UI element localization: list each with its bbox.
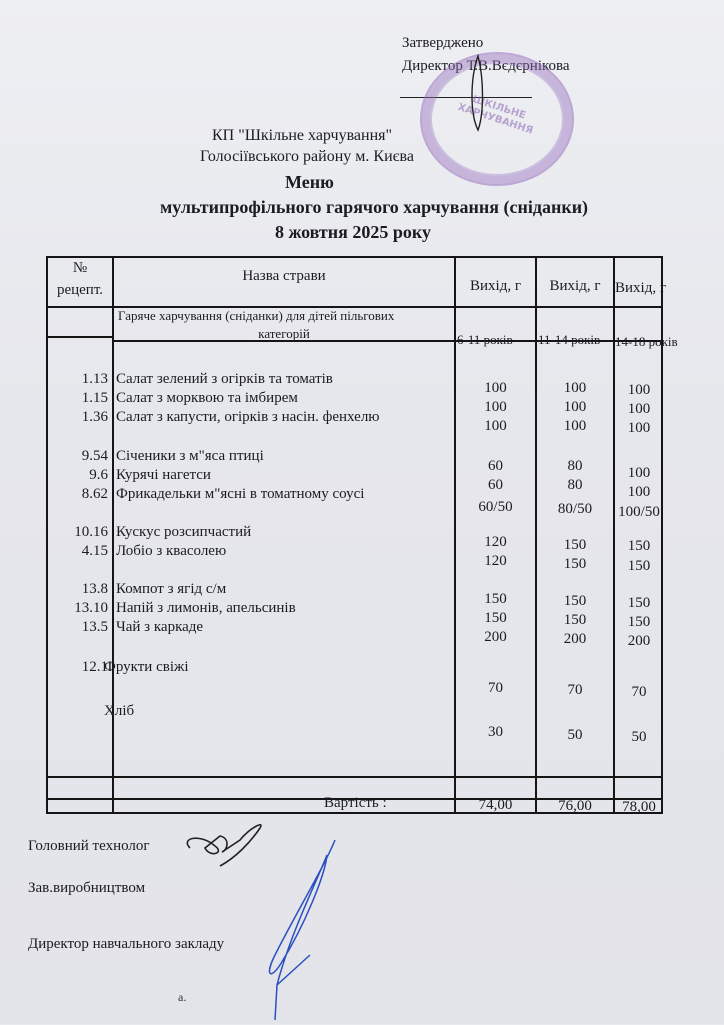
recipe-number: 10.16 xyxy=(74,524,108,540)
header-yield-1: Вихід, г xyxy=(470,278,521,294)
recipe-number: 1.36 xyxy=(81,409,108,425)
dish-name: Салат зелений з огірків та томатів xyxy=(116,371,333,387)
age-group-3: 14-18 років xyxy=(615,334,678,349)
dish-name: Компот з ягід с/м xyxy=(116,581,227,597)
yield-age-3: 100/50 xyxy=(618,504,660,520)
yield-age-2: 200 xyxy=(563,631,587,647)
stamp-text: ШКІЛЬНЕ ХАРЧУВАННЯ xyxy=(456,94,535,137)
age-group-2: 11-14 років xyxy=(538,332,601,347)
age-group-1: 6-11 років xyxy=(457,332,513,347)
dish-name: Хліб xyxy=(104,703,135,719)
dish-name: Курячі нагетси xyxy=(116,467,211,483)
yield-age-1: 70 xyxy=(488,680,503,696)
menu-subtitle: мультипрофільного гарячого харчування (сніданки) xyxy=(160,197,589,217)
yield-age-2: 150 xyxy=(563,537,587,553)
yield-age-2: 100 xyxy=(563,380,587,396)
dish-name: Фрукти свіжі xyxy=(104,659,189,675)
yield-age-1: 120 xyxy=(484,553,507,569)
yield-age-3: 150 xyxy=(627,558,651,574)
school-director-label: Директор навчального закладу xyxy=(28,936,225,952)
yield-age-1: 100 xyxy=(484,399,507,415)
yield-age-2: 80 xyxy=(567,477,583,493)
yield-age-1: 60 xyxy=(488,477,503,493)
yield-age-3: 70 xyxy=(631,684,647,700)
header-recipe-no-2: рецепт. xyxy=(56,282,104,298)
dish-name: Фрикадельки м"ясні в томатному соусі xyxy=(116,486,365,502)
recipe-number: 1.13 xyxy=(81,371,108,387)
approved-label: Затверджено xyxy=(402,35,484,51)
cost-label: Вартість : xyxy=(324,795,387,811)
yield-age-2: 150 xyxy=(563,612,587,628)
dish-name: Чай з каркаде xyxy=(116,619,204,635)
recipe-number: 13.8 xyxy=(81,581,108,597)
menu-title: Меню xyxy=(285,172,334,192)
yield-age-1: 30 xyxy=(488,724,503,740)
cost-age-1: 74,00 xyxy=(478,797,513,813)
menu-date: 8 жовтня 2025 року xyxy=(275,222,432,242)
yield-age-1: 100 xyxy=(484,418,507,434)
dish-name: Салат з морквою та імбирем xyxy=(116,390,298,406)
category-label-2: категорій xyxy=(258,326,310,341)
header-recipe-no: № xyxy=(72,260,88,276)
dish-name: Січеники з м"яса птиці xyxy=(116,448,264,464)
yield-age-1: 60 xyxy=(488,458,503,474)
recipe-number: 13.10 xyxy=(74,600,108,616)
yield-age-1: 120 xyxy=(484,534,507,550)
chief-technologist-label: Головний технолог xyxy=(28,838,150,854)
yield-age-1: 200 xyxy=(484,629,507,645)
yield-age-3: 100 xyxy=(627,420,651,436)
yield-age-2: 100 xyxy=(563,418,587,434)
yield-age-2: 80/50 xyxy=(557,501,593,517)
organization-name: КП "Шкільне харчування" xyxy=(211,127,393,144)
yield-age-3: 150 xyxy=(627,595,651,611)
yield-age-2: 50 xyxy=(567,727,583,743)
yield-age-3: 150 xyxy=(627,614,651,630)
yield-age-2: 150 xyxy=(563,593,587,609)
category-label: Гаряче харчування (сніданки) для дітей пільгових xyxy=(118,308,395,323)
director-school-signature xyxy=(255,835,345,1025)
recipe-number: 9.54 xyxy=(81,448,108,464)
yield-age-1: 60/50 xyxy=(478,499,513,515)
yield-age-3: 100 xyxy=(627,401,651,417)
director-line: Директор Т.В.Вєдєрнікова xyxy=(402,58,570,74)
yield-age-3: 200 xyxy=(627,633,651,649)
header-dish-name: Назва страви xyxy=(242,268,326,284)
cost-age-2: 76,00 xyxy=(558,798,592,814)
recipe-number: 1.15 xyxy=(81,390,108,406)
header-yield-3: Вихід, г xyxy=(615,280,666,296)
yield-age-3: 100 xyxy=(627,382,651,398)
yield-age-2: 150 xyxy=(563,556,587,572)
yield-age-1: 150 xyxy=(484,591,507,607)
dish-name: Напій з лимонів, апельсинів xyxy=(116,600,296,616)
footer-mark: а. xyxy=(178,990,187,1004)
dish-name: Лобіо з квасолею xyxy=(116,543,227,559)
cost-age-3: 78,00 xyxy=(622,799,656,815)
recipe-number: 4.15 xyxy=(81,543,108,559)
recipe-number: 8.62 xyxy=(81,486,108,502)
recipe-number: 12.1 xyxy=(81,659,108,675)
yield-age-2: 70 xyxy=(567,682,583,698)
dish-name: Кускус розсипчастий xyxy=(116,524,252,540)
recipe-number: 9.6 xyxy=(89,467,108,483)
recipe-number: 13.5 xyxy=(81,619,108,635)
director-signature xyxy=(468,54,488,134)
menu-table xyxy=(46,256,678,815)
dish-name: Салат з капусти, огірків з насін. фенхелю xyxy=(116,409,380,425)
yield-age-2: 100 xyxy=(563,399,587,415)
organization-district: Голосіївського району м. Києва xyxy=(200,148,414,165)
production-manager-label: Зав.виробництвом xyxy=(28,880,146,896)
header-yield-2: Вихід, г xyxy=(549,278,601,294)
yield-age-3: 150 xyxy=(627,538,651,554)
yield-age-3: 100 xyxy=(627,484,651,500)
yield-age-3: 50 xyxy=(631,729,647,745)
yield-age-3: 100 xyxy=(627,465,651,481)
yield-age-1: 100 xyxy=(484,380,507,396)
yield-age-1: 150 xyxy=(484,610,507,626)
yield-age-2: 80 xyxy=(567,458,583,474)
